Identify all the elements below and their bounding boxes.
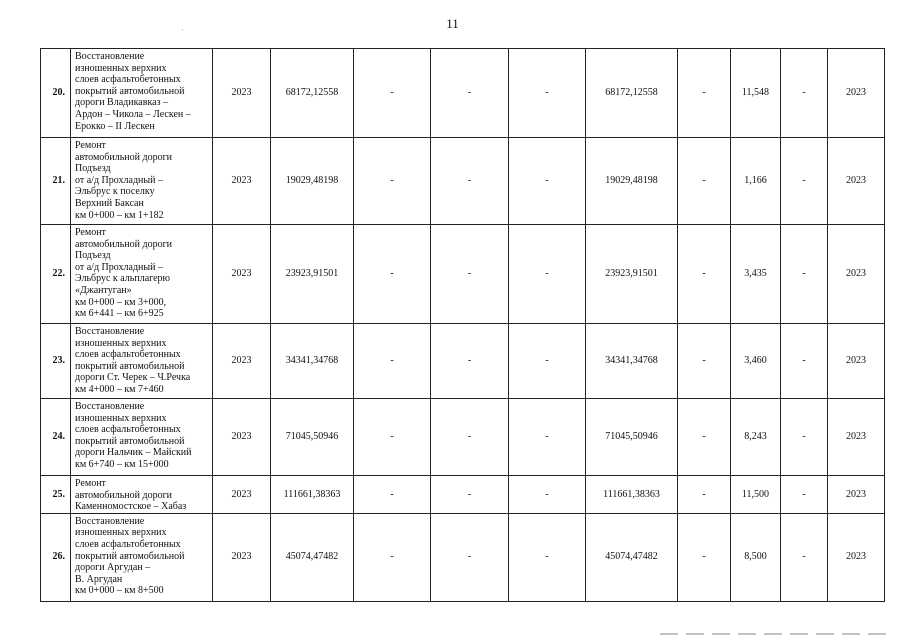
table-body <box>41 49 885 602</box>
empty-cell: - <box>781 399 828 476</box>
row-number-cell: 26. <box>41 513 71 601</box>
road-works-table <box>40 48 885 602</box>
table-row <box>41 399 885 476</box>
length-km-cell: 11,500 <box>731 476 781 514</box>
empty-cell: - <box>678 476 731 514</box>
empty-cell: - <box>509 138 586 225</box>
empty-cell: - <box>354 399 431 476</box>
start-year-cell: 2023 <box>213 138 271 225</box>
empty-cell: - <box>781 513 828 601</box>
empty-cell: - <box>509 225 586 324</box>
empty-cell: - <box>354 138 431 225</box>
empty-cell: - <box>678 399 731 476</box>
empty-cell: - <box>354 49 431 138</box>
road-name-cell: Восстановление изношенных верхних слоев асфальтобетонных покрытий автомобильной дороги Нальчик – Майский км 6+740 – км 15+000 <box>71 399 213 476</box>
empty-cell: - <box>431 476 509 514</box>
empty-cell: - <box>781 225 828 324</box>
end-year-cell: 2023 <box>828 399 885 476</box>
total-amount-cell: 23923,91501 <box>271 225 354 324</box>
length-km-cell: 8,500 <box>731 513 781 601</box>
end-year-cell: 2023 <box>828 476 885 514</box>
road-name-cell: Ремонт автомобильной дороги Каменномостское – Хабаз <box>71 476 213 514</box>
empty-cell: - <box>678 138 731 225</box>
road-name-cell: Восстановление изношенных верхних слоев асфальтобетонных покрытий автомобильной дороги Аргудан – В. Аргудан км 0+000 – км 8+500 <box>71 513 213 601</box>
table-row <box>41 476 885 514</box>
road-name-cell: Восстановление изношенных верхних слоев асфальтобетонных покрытий автомобильной дороги Владикавказ – Ардон – Чикола – Лескен – Ерокко – II Лескен <box>71 49 213 138</box>
road-name-cell: Восстановление изношенных верхних слоев асфальтобетонных покрытий автомобильной дороги Ст. Черек – Ч.Речка км 4+000 – км 7+460 <box>71 324 213 399</box>
table-row <box>41 225 885 324</box>
start-year-cell: 2023 <box>213 324 271 399</box>
empty-cell: - <box>354 476 431 514</box>
empty-cell: - <box>354 324 431 399</box>
end-year-cell: 2023 <box>828 138 885 225</box>
length-km-cell: 3,435 <box>731 225 781 324</box>
empty-cell: - <box>781 138 828 225</box>
end-year-cell: 2023 <box>828 49 885 138</box>
page-number: 11 <box>446 16 459 31</box>
table-row <box>41 49 885 138</box>
empty-cell: - <box>509 49 586 138</box>
road-name-cell: Ремонт автомобильной дороги Подъезд от а/д Прохладный – Эльбрус к альплагерю «Джантуган» км 0+000 – км 3+000, км 6+441 – км 6+925 <box>71 225 213 324</box>
empty-cell: - <box>781 324 828 399</box>
row-number-cell: 23. <box>41 324 71 399</box>
empty-cell: - <box>678 324 731 399</box>
empty-cell: - <box>678 513 731 601</box>
scan-speck: · <box>181 26 184 35</box>
scan-smudge <box>660 633 892 635</box>
total-amount-cell: 19029,48198 <box>271 138 354 225</box>
total-amount-cell: 71045,50946 <box>271 399 354 476</box>
empty-cell: - <box>354 513 431 601</box>
start-year-cell: 2023 <box>213 399 271 476</box>
row-number-cell: 25. <box>41 476 71 514</box>
end-year-cell: 2023 <box>828 324 885 399</box>
total-amount-cell: 34341,34768 <box>271 324 354 399</box>
empty-cell: - <box>431 513 509 601</box>
length-km-cell: 3,460 <box>731 324 781 399</box>
empty-cell: - <box>431 225 509 324</box>
total-amount-cell: 45074,47482 <box>271 513 354 601</box>
length-km-cell: 11,548 <box>731 49 781 138</box>
regional-amount-cell: 71045,50946 <box>586 399 678 476</box>
total-amount-cell: 111661,38363 <box>271 476 354 514</box>
empty-cell: - <box>431 138 509 225</box>
empty-cell: - <box>678 49 731 138</box>
start-year-cell: 2023 <box>213 476 271 514</box>
regional-amount-cell: 19029,48198 <box>586 138 678 225</box>
regional-amount-cell: 23923,91501 <box>586 225 678 324</box>
empty-cell: - <box>781 49 828 138</box>
start-year-cell: 2023 <box>213 225 271 324</box>
empty-cell: - <box>431 324 509 399</box>
length-km-cell: 1,166 <box>731 138 781 225</box>
regional-amount-cell: 45074,47482 <box>586 513 678 601</box>
empty-cell: - <box>431 399 509 476</box>
table-row <box>41 324 885 399</box>
regional-amount-cell: 68172,12558 <box>586 49 678 138</box>
length-km-cell: 8,243 <box>731 399 781 476</box>
start-year-cell: 2023 <box>213 49 271 138</box>
empty-cell: - <box>678 225 731 324</box>
row-number-cell: 24. <box>41 399 71 476</box>
road-name-cell: Ремонт автомобильной дороги Подъезд от а/д Прохладный – Эльбрус к поселку Верхний Баксан км 0+000 – км 1+182 <box>71 138 213 225</box>
row-number-cell: 20. <box>41 49 71 138</box>
empty-cell: - <box>509 399 586 476</box>
empty-cell: - <box>354 225 431 324</box>
empty-cell: - <box>509 476 586 514</box>
regional-amount-cell: 111661,38363 <box>586 476 678 514</box>
table-row <box>41 513 885 601</box>
end-year-cell: 2023 <box>828 225 885 324</box>
empty-cell: - <box>509 513 586 601</box>
row-number-cell: 21. <box>41 138 71 225</box>
end-year-cell: 2023 <box>828 513 885 601</box>
empty-cell: - <box>781 476 828 514</box>
table-row <box>41 138 885 225</box>
total-amount-cell: 68172,12558 <box>271 49 354 138</box>
empty-cell: - <box>431 49 509 138</box>
start-year-cell: 2023 <box>213 513 271 601</box>
empty-cell: - <box>509 324 586 399</box>
row-number-cell: 22. <box>41 225 71 324</box>
regional-amount-cell: 34341,34768 <box>586 324 678 399</box>
